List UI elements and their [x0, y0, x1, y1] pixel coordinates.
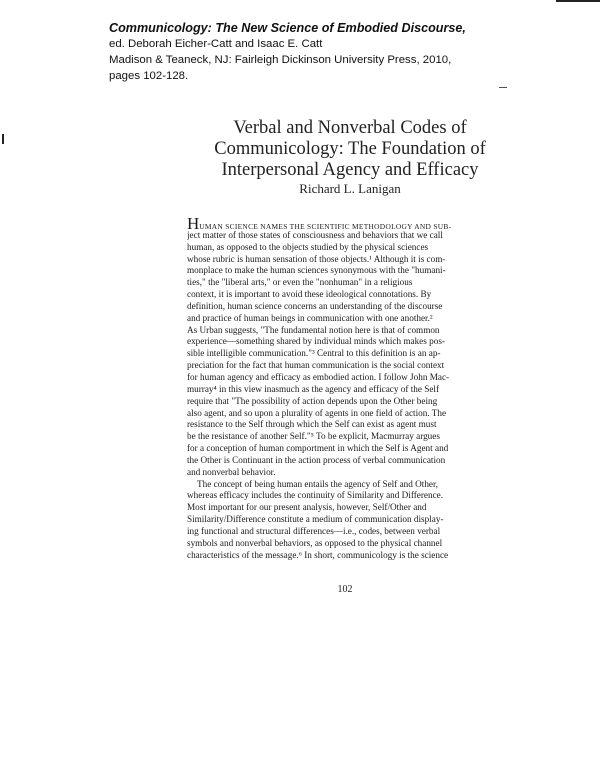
body-line: whereas efficacy includes the continuity of Similarity and Difference.	[187, 490, 444, 501]
body-line: the Other is Continuant in the action process of verbal communication	[187, 454, 446, 465]
chapter-title-line: Interpersonal Agency and Efficacy	[221, 160, 479, 180]
chapter-title-line: Verbal and Nonverbal Codes of	[233, 118, 467, 138]
chapter-author: Richard L. Lanigan	[299, 181, 401, 196]
body-line: sible intelligible communication."³ Central to this definition is an ap-	[187, 348, 441, 359]
body-line: preciation for the fact that human communication is the social context	[187, 360, 445, 371]
body-line: ing functional and structural differences—i.e., codes, between verbal	[187, 525, 441, 536]
body-line: symbols and nonverbal behaviors, as opposed to the physical channel	[187, 537, 443, 548]
body-line: for human agency and efficacy as embodied action. I follow John Mac-	[187, 371, 450, 382]
body-line: monplace to make the human sciences synonymous with the "humani-	[187, 265, 446, 276]
body-line: Similarity/Difference constitute a medium of communication display-	[187, 514, 444, 525]
body-line: As Urban suggests, "The fundamental notion here is that of common	[187, 324, 440, 335]
body-line: context, it is important to avoid these ideological connotations. By	[187, 289, 432, 300]
chapter-title-line: Communicology: The Foundation of	[214, 139, 486, 159]
body-line: characteristics of the message.⁶ In short, communicology is the science	[187, 549, 449, 560]
citation-publisher: Madison & Teaneck, NJ: Fairleigh Dickinson University Press, 2010,	[109, 54, 452, 66]
body-line: whose rubric is human sensation of those objects.¹ Although it is com-	[187, 253, 446, 264]
body-line: resistance to the Self through which the Self can exist as agent must	[187, 419, 437, 430]
body-opening-line	[187, 218, 509, 230]
citation-book-title: Communicology: The New Science of Embodied Discourse,	[109, 21, 466, 35]
body-line: ject matter of those states of consciousness and behaviors that we call	[187, 229, 443, 240]
scan-edge-mark	[2, 134, 4, 144]
body-line: Most important for our present analysis, however, Self/Other and	[187, 502, 427, 513]
citation-editors: ed. Deborah Eicher-Catt and Isaac E. Catt	[109, 38, 323, 50]
body-line: definition, human science concerns an understanding of the discourse	[187, 300, 443, 311]
chapter-title	[160, 118, 540, 181]
citation-pages: pages 102-128.	[109, 70, 189, 82]
scan-edge-mark	[499, 87, 507, 88]
body-line: experience—something shared by individual minds which makes pos-	[187, 336, 445, 347]
body-line: ties," the "liberal arts," or even the "nonhuman" in a religious	[187, 277, 413, 288]
body-line: also agent, and so upon a plurality of agents in one field of action. The	[187, 407, 447, 418]
body-line: murray⁴ in this view inasmuch as the agency and efficacy of the Self	[187, 383, 440, 394]
body-line: human, as opposed to the objects studied by the physical sciences	[187, 241, 429, 252]
body-line: require that "The possibility of action depends upon the Other being	[187, 395, 438, 406]
body-line: The concept of being human entails the agency of Self and Other,	[197, 478, 438, 489]
body-text	[187, 218, 509, 561]
body-line: be the resistance of another Self."⁵ To be explicit, Macmurray argues	[187, 431, 440, 442]
citation-block	[109, 20, 529, 84]
opening-smallcaps: UMAN SCIENCE NAMES THE SCIENTIFIC METHODOLOGY AND SUB-	[199, 222, 452, 230]
drop-cap: H	[187, 218, 200, 230]
body-line: and practice of human beings in communication with one another.²	[187, 312, 433, 323]
body-line: and nonverbal behavior.	[187, 466, 276, 477]
scan-edge-mark	[556, 0, 600, 2]
body-line: for a conception of human comportment in which the Self is Agent and	[187, 443, 449, 454]
page-number: 102	[337, 584, 353, 595]
